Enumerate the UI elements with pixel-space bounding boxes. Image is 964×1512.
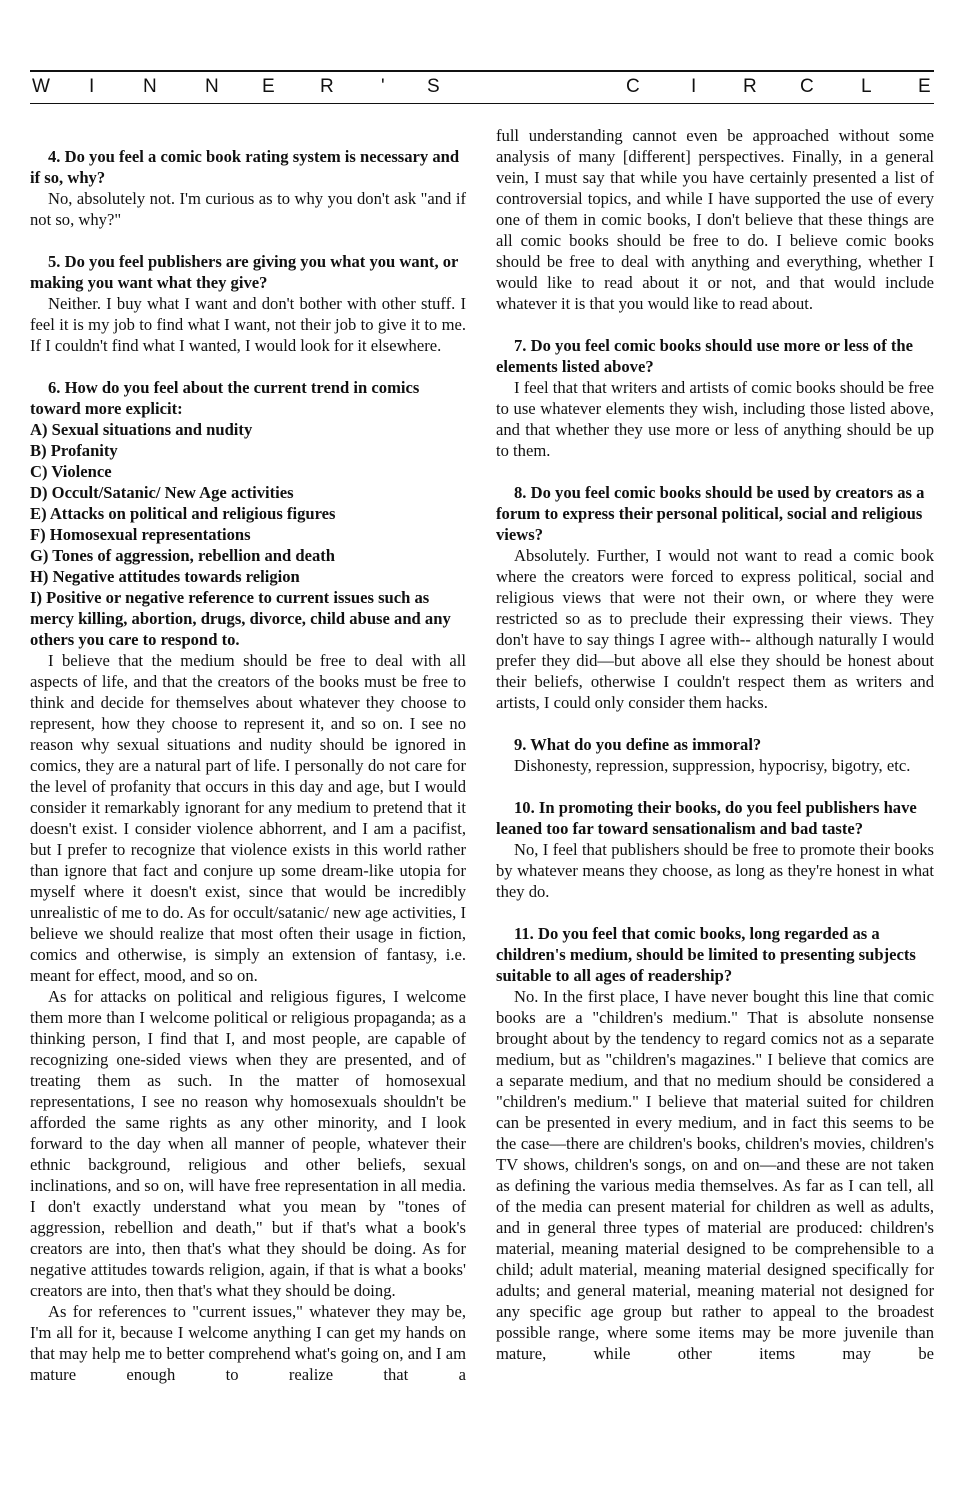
question-6-item: D) Occult/Satanic/ New Age activities bbox=[30, 483, 294, 502]
header-letter: E bbox=[918, 76, 931, 97]
answer-5: Neither. I buy what I want and don't bother with other stuff. I feel it is my job to find what I want, not their job to give it to me. If I couldn't find what I wanted, I would look for it elsewhere. bbox=[30, 294, 466, 355]
answer-8: Absolutely. Further, I would not want to read a comic book where the creators were forced to express political, social and religious views that were not their own, or where they were restricted so as to preclude their expressing their views. They don't have to say things I agree with-- although naturally I would prefer they did—but above all else they should be honest about their beliefs, otherwise I couldn't respect them as writers and artists, I could only consider them hacks. bbox=[496, 546, 934, 712]
header-letter: ' bbox=[381, 76, 385, 97]
question-6-item: G) Tones of aggression, rebellion and death bbox=[30, 546, 336, 565]
question-6-item: I) Positive or negative reference to current issues such as mercy killing, abortion, drugs, divorce, child abuse and any others you care to respond to. bbox=[30, 588, 451, 649]
header-letter: N bbox=[205, 76, 219, 97]
answer-10: No, I feel that publishers should be free to promote their books by whatever means they choose, as long as they're honest in what they do. bbox=[496, 840, 934, 901]
question-11: 11. Do you feel that comic books, long regarded as a children's medium, should be limited to presenting subjects suitable to all ages of readership? bbox=[496, 924, 916, 985]
header-letter: I bbox=[89, 76, 95, 97]
answer-6-continuation: full understanding cannot even be approached without some analysis of many [different] perspectives. Finally, in a general vein, I must say that while you have certainly presented a list of controversial topics, and while I have supported the use of every one of them in comic books, I don't believe that these things are all comic books should be free to do. I believe comic books should be free to deal with anything and everything, whether I would like to read about it or not, and that would include whatever it is that you would like to read about. bbox=[496, 126, 934, 313]
header-letter: W bbox=[32, 76, 50, 97]
header-letter: N bbox=[143, 76, 157, 97]
answer-4: No, absolutely not. I'm curious as to why you don't ask "and if not so, why?" bbox=[30, 189, 466, 229]
answer-6-paragraph: As for attacks on political and religious figures, I welcome them more than I welcome political or religious propaganda; as a thinking person, I find that I, and most people, are capable of recognizing one-sided views when they are presented, and of treating them as such. In the matter of homosexual representations, I see no reason why homosexuals shouldn't be afforded the same rights as any other minority, and I look forward to the day when all manner of people, whatever their ethnic background, religious and other beliefs, sexual inclinations, and so on, will have free representation in all media. I don't exactly understand what you mean by "tones of aggression, rebellion and death," but if that's what a book's creators are into, then that's what they should be doing. As for negative attitudes towards religion, again, if that is what a books' creators are into, then that's what they should be doing. bbox=[30, 987, 466, 1300]
question-6-item: A) Sexual situations and nudity bbox=[30, 420, 253, 439]
question-6-item: E) Attacks on political and religious figures bbox=[30, 504, 336, 523]
answer-11: No. In the first place, I have never bought this line that comic books are a "children's medium." That is absolute nonsense brought about by the tendency to regard comics not as a separate medium, but as "children's magazines." I believe that comics are a separate medium, and that no medium should be considered a "children's medium." I believe that material suited for children can be presented in every medium, and in fact this seems to be the case—there are children's books, children's movies, children's TV shows, children's songs, on and on—and these are not taken as defining the various media themselves. As far as I can tell, all of the media can present material for children as well as adults, and in general three types of material are produced: children's material, meaning material designed to be comprehensible to a child; adult material, meaning material designed specifically for adults; and general material, meaning material not designed for any specific age group but rather to appeal to the broadest possible range, where some items may be more juvenile than mature, while other items may be bbox=[496, 987, 934, 1363]
header-bottom-rule bbox=[30, 103, 934, 104]
question-5: 5. Do you feel publishers are giving you what you want, or making you want what they give? bbox=[30, 252, 459, 292]
header-letter: R bbox=[320, 76, 334, 97]
question-7: 7. Do you feel comic books should use more or less of the elements listed above? bbox=[496, 336, 914, 376]
question-6-item: F) Homosexual representations bbox=[30, 525, 251, 544]
answer-7: I feel that that writers and artists of comic books should be free to use whatever elements they wish, including those listed above, and that whether they use more or less of anything should be up to them. bbox=[496, 378, 934, 460]
question-8: 8. Do you feel comic books should be used by creators as a forum to express their personal political, social and religious views? bbox=[496, 483, 925, 544]
header-letter: C bbox=[800, 76, 814, 97]
question-6: 6. How do you feel about the current trend in comics toward more explicit: bbox=[30, 378, 420, 418]
page-header bbox=[30, 74, 934, 100]
question-6-item: C) Violence bbox=[30, 462, 112, 481]
left-column bbox=[30, 146, 466, 1385]
question-9: 9. What do you define as immoral? bbox=[514, 735, 762, 754]
answer-9: Dishonesty, repression, suppression, hypocrisy, bigotry, etc. bbox=[514, 756, 911, 775]
answer-6-paragraph: I believe that the medium should be free to deal with all aspects of life, and that the creators of the books must be free to think and decide for themselves about whatever they choose to represent, how they choose to represent it, and so on. I see no reason why sexual situations and nudity should be ignored in comics, they are a natural part of life. I personally do not care for the level of profanity that occurs in this day and age, but I would consider it remarkably ignorant for any medium to pretend that it doesn't exist. I consider violence abhorrent, and I am a pacifist, but I prefer to recognize that violence exists in this world rather than ignore that fact and conjure up some dream-like utopia for myself where it doesn't exist, since that would be incredibly unrealistic of me to do. As for occult/satanic/ new age activities, I believe we should realize that most often their usage in fiction, comics and otherwise, is simply an extension of fantasy, i.e. meant for effect, mood, and so on. bbox=[30, 651, 466, 985]
question-6-item: H) Negative attitudes towards religion bbox=[30, 567, 300, 586]
header-letter: C bbox=[626, 76, 640, 97]
header-letter: I bbox=[691, 76, 697, 97]
question-4: 4. Do you feel a comic book rating system is necessary and if so, why? bbox=[30, 147, 460, 187]
answer-6-paragraph: As for references to "current issues," whatever they may be, I'm all for it, because I welcome anything I can get my hands on that may help me to better comprehend what's going on, and I am mature enough to realize that a bbox=[30, 1302, 466, 1384]
right-column bbox=[496, 125, 934, 1364]
header-letter: S bbox=[427, 76, 440, 97]
header-letter: E bbox=[262, 76, 275, 97]
question-10: 10. In promoting their books, do you feel publishers have leaned too far toward sensationalism and bad taste? bbox=[496, 798, 917, 838]
header-top-rule bbox=[30, 70, 934, 72]
header-letter: L bbox=[861, 76, 872, 97]
question-6-item: B) Profanity bbox=[30, 441, 118, 460]
header-letter: R bbox=[743, 76, 757, 97]
